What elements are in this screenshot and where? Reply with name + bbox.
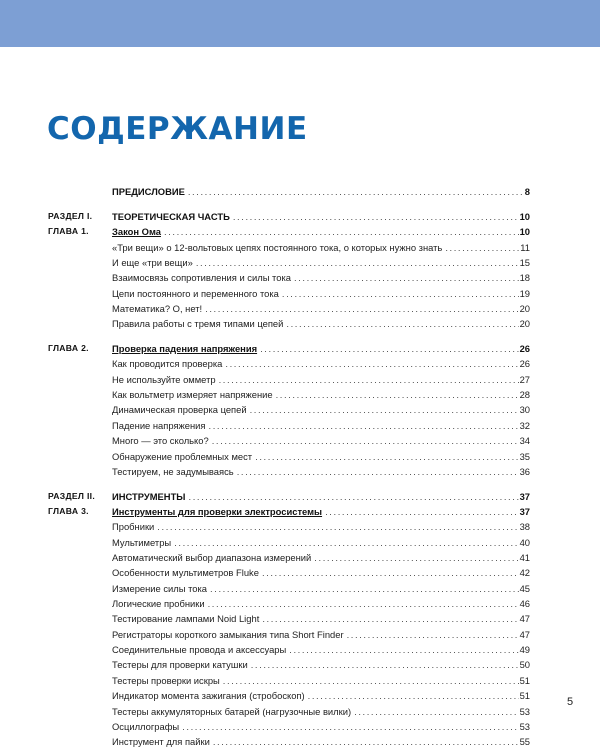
toc-entry-line — [112, 581, 530, 596]
toc-page-number: 55 — [519, 736, 530, 748]
toc-entry-title: «Три вещи» о 12-вольтовых цепях постоянного тока, о которых нужно знать — [112, 241, 443, 253]
toc-entry[interactable] — [48, 387, 530, 402]
toc-page-number: 35 — [519, 450, 530, 462]
toc-entry-title: Автоматический выбор диапазона измерений — [112, 552, 312, 564]
toc-page-number: 20 — [519, 302, 530, 314]
toc-entry[interactable] — [48, 341, 530, 356]
toc-entry-title: Проверка падения напряжения — [112, 343, 258, 355]
toc-entry-line — [112, 642, 530, 657]
toc-entry-line — [112, 489, 530, 504]
toc-page-number: 26 — [519, 358, 530, 370]
toc-entry-title: ТЕОРЕТИЧЕСКАЯ ЧАСТЬ — [112, 210, 230, 222]
toc-entry-title: Осциллографы — [112, 720, 180, 732]
toc-entry[interactable] — [48, 565, 530, 580]
toc-entry-title: Особенности мультиметров Fluke — [112, 567, 259, 579]
toc-entry-title: Измерение силы тока — [112, 582, 208, 594]
toc-entry-line — [112, 418, 530, 433]
group-spacer — [48, 332, 530, 342]
toc-entry-title: Логические пробники — [112, 598, 205, 610]
toc-entry-line — [112, 464, 530, 479]
toc-page-number: 50 — [519, 659, 530, 671]
toc-entry-line — [112, 286, 530, 301]
toc-dot-leader — [209, 418, 519, 433]
toc-entry-line — [112, 688, 530, 703]
toc-entry-title: Цепи постоянного и переменного тока — [112, 287, 279, 299]
group-spacer — [48, 199, 530, 209]
toc-entry-line — [112, 719, 530, 734]
toc-page-number: 37 — [519, 490, 530, 502]
toc-entry-title: Тестируем, не задумываясь — [112, 465, 234, 477]
toc-dot-leader — [157, 519, 518, 534]
toc-dot-leader — [262, 611, 518, 626]
toc-entry-line — [112, 184, 530, 199]
toc-entry-title: Математика? О, нет! — [112, 302, 203, 314]
toc-entry-line — [112, 301, 530, 316]
toc-section-label: ГЛАВА 3. — [48, 506, 89, 517]
toc-page-number: 45 — [519, 582, 530, 594]
toc-page-number: 34 — [519, 435, 530, 447]
toc-entry[interactable] — [48, 504, 530, 519]
toc-entry-line — [112, 356, 530, 371]
toc-entry-title: Падение напряжения — [112, 419, 206, 431]
toc-section-label: ГЛАВА 2. — [48, 343, 89, 354]
toc-entry[interactable] — [48, 464, 530, 479]
toc-entry-line — [112, 255, 530, 270]
toc-entry[interactable] — [48, 270, 530, 285]
toc-dot-leader — [282, 286, 519, 301]
toc-entry-line — [112, 387, 530, 402]
toc-dot-leader — [308, 688, 519, 703]
toc-dot-leader — [213, 734, 519, 749]
toc-dot-leader — [237, 464, 519, 479]
toc-page-number: 28 — [519, 389, 530, 401]
toc-page-number: 20 — [519, 318, 530, 330]
toc-page-number: 51 — [519, 674, 530, 686]
toc-page-number: 42 — [519, 567, 530, 579]
toc-entry[interactable] — [48, 433, 530, 448]
toc-entry[interactable] — [48, 519, 530, 534]
toc-entry[interactable] — [48, 627, 530, 642]
toc-entry-line — [112, 704, 530, 719]
toc-page-number: 51 — [519, 690, 530, 702]
header-band — [0, 0, 600, 47]
toc-entry-line — [112, 519, 530, 534]
toc-dot-leader — [347, 627, 519, 642]
toc-dot-leader — [251, 657, 519, 672]
toc-page-number: 8 — [524, 186, 530, 197]
toc-entry[interactable] — [48, 240, 530, 255]
toc-entry-title: Тестеры проверки искры — [112, 674, 220, 686]
toc-entry-line — [112, 449, 530, 464]
toc-dot-leader — [354, 704, 518, 719]
toc-entry-title: Много — это сколько? — [112, 435, 209, 447]
toc-section-label: РАЗДЕЛ I. — [48, 210, 93, 221]
toc-entry[interactable] — [48, 734, 530, 749]
toc-entry-title: Взаимосвязь сопротивления и силы тока — [112, 272, 291, 284]
toc-dot-leader — [294, 270, 519, 285]
toc-dot-leader — [188, 489, 518, 504]
page-number: 5 — [567, 696, 574, 708]
toc-dot-leader — [262, 565, 519, 580]
toc-entry-title: ПРЕДИСЛОВИЕ — [112, 186, 185, 197]
page-title: СОДЕРЖАНИЕ — [47, 111, 308, 147]
toc-dot-leader — [445, 240, 519, 255]
toc-entry-line — [112, 316, 530, 331]
toc-dot-leader — [276, 387, 519, 402]
toc-entry-line — [112, 270, 530, 285]
toc-dot-leader — [205, 301, 518, 316]
toc-entry[interactable] — [48, 673, 530, 688]
toc-entry-line — [112, 224, 530, 239]
toc-entry[interactable] — [48, 611, 530, 626]
toc-dot-leader — [182, 719, 518, 734]
toc-dot-leader — [210, 581, 519, 596]
toc-page-number: 18 — [519, 272, 530, 284]
group-spacer — [48, 479, 530, 489]
toc-entry-title: Соединительные провода и аксессуары — [112, 644, 287, 656]
toc-page-number: 32 — [519, 419, 530, 431]
toc-page-number: 10 — [519, 226, 530, 238]
toc-entry-line — [112, 734, 530, 749]
toc-entry[interactable] — [48, 581, 530, 596]
toc-entry-line — [112, 657, 530, 672]
toc-entry-title: Обнаружение проблемных мест — [112, 450, 253, 462]
toc-entry-title: Тестеры для проверки катушки — [112, 659, 248, 671]
toc-entry-line — [112, 209, 530, 224]
toc-entry-line — [112, 402, 530, 417]
toc-page-number: 11 — [520, 241, 530, 253]
toc-page-number: 53 — [519, 720, 530, 732]
toc-entry[interactable] — [48, 642, 530, 657]
toc-entry[interactable] — [48, 301, 530, 316]
toc-entry[interactable] — [48, 550, 530, 565]
toc-dot-leader — [196, 255, 519, 270]
toc-entry[interactable] — [48, 224, 530, 239]
toc-page-number: 38 — [519, 521, 530, 533]
toc-page-number: 10 — [519, 210, 530, 222]
toc-dot-leader — [255, 449, 518, 464]
toc-entry-line — [112, 565, 530, 580]
toc-dot-leader — [174, 535, 518, 550]
toc-entry-title: Инструменты для проверки электросистемы — [112, 506, 323, 518]
toc-page-number: 15 — [519, 256, 530, 268]
toc-entry-title: Инструмент для пайки — [112, 736, 210, 748]
toc-section-label: РАЗДЕЛ II. — [48, 490, 96, 501]
toc-dot-leader — [164, 224, 519, 239]
toc-page-number: 37 — [519, 506, 530, 518]
toc-dot-leader — [233, 209, 519, 224]
toc-entry[interactable] — [48, 372, 530, 387]
toc-entry[interactable] — [48, 286, 530, 301]
toc-dot-leader — [208, 596, 519, 611]
toc-page-number: 27 — [519, 373, 530, 385]
toc-entry-line — [112, 673, 530, 688]
toc-entry[interactable] — [48, 184, 530, 199]
toc-page-number: 30 — [519, 404, 530, 416]
toc-entry-line — [112, 596, 530, 611]
toc-entry[interactable] — [48, 209, 530, 224]
toc-page-number: 46 — [519, 598, 530, 610]
toc-dot-leader — [225, 356, 518, 371]
toc-page-number: 26 — [519, 343, 530, 355]
toc-entry-title: Закон Ома — [112, 226, 161, 238]
toc-page-number: 40 — [519, 536, 530, 548]
toc-entry[interactable] — [48, 356, 530, 371]
toc-dot-leader — [223, 673, 519, 688]
toc-entry-title: Правила работы с тремя типами цепей — [112, 318, 284, 330]
toc-entry-line — [112, 627, 530, 642]
toc-page-number: 19 — [519, 287, 530, 299]
toc-dot-leader — [250, 402, 519, 417]
toc-entry-line — [112, 372, 530, 387]
toc-entry-title: Тестирование лампами Noid Light — [112, 613, 260, 625]
toc-entry[interactable] — [48, 535, 530, 550]
toc-entry[interactable] — [48, 255, 530, 270]
toc-entry-title: И еще «три вещи» — [112, 256, 193, 268]
toc-entry[interactable] — [48, 688, 530, 703]
toc-entry-title: ИНСТРУМЕНТЫ — [112, 490, 186, 502]
toc-entry-title: Как проводится проверка — [112, 358, 223, 370]
toc-entry-title: Тестеры аккумуляторных батарей (нагрузочные вилки) — [112, 705, 352, 717]
toc-entry[interactable] — [48, 402, 530, 417]
toc-entry-line — [112, 240, 530, 255]
toc-page-number: 47 — [519, 613, 530, 625]
toc-entry-title: Регистраторы короткого замыкания типа Short Finder — [112, 628, 344, 640]
toc-dot-leader — [314, 550, 518, 565]
toc-dot-leader — [260, 341, 518, 356]
toc-entry-line — [112, 535, 530, 550]
toc-page-number: 47 — [519, 628, 530, 640]
toc-dot-leader — [286, 316, 518, 331]
toc-page-number: 41 — [519, 552, 530, 564]
toc-entry[interactable] — [48, 316, 530, 331]
toc-entry[interactable] — [48, 657, 530, 672]
toc-dot-leader — [325, 504, 518, 519]
toc-entry[interactable] — [48, 449, 530, 464]
toc-entry-title: Индикатор момента зажигания (стробоскоп) — [112, 690, 305, 702]
toc-entry-line — [112, 611, 530, 626]
toc-entry-title: Пробники — [112, 521, 155, 533]
toc-entry-line — [112, 433, 530, 448]
toc-entry-line — [112, 550, 530, 565]
toc-entry[interactable] — [48, 704, 530, 719]
toc-entry[interactable] — [48, 489, 530, 504]
toc-dot-leader — [219, 372, 519, 387]
toc-entry-title: Динамическая проверка цепей — [112, 404, 247, 416]
toc-entry-title: Мультиметры — [112, 536, 172, 548]
toc-entry-title: Не используйте омметр — [112, 373, 216, 385]
toc-section-label: ГЛАВА 1. — [48, 226, 89, 237]
toc-page-number: 53 — [519, 705, 530, 717]
toc-entry[interactable] — [48, 418, 530, 433]
toc-page-number: 36 — [519, 465, 530, 477]
toc-dot-leader — [212, 433, 519, 448]
table-of-contents — [48, 184, 530, 750]
toc-entry-title: Как вольтметр измеряет напряжение — [112, 389, 273, 401]
toc-page-number: 49 — [519, 644, 530, 656]
toc-entry[interactable] — [48, 596, 530, 611]
toc-dot-leader — [289, 642, 518, 657]
toc-entry-line — [112, 504, 530, 519]
toc-entry[interactable] — [48, 719, 530, 734]
toc-dot-leader — [188, 184, 524, 199]
toc-entry-line — [112, 341, 530, 356]
